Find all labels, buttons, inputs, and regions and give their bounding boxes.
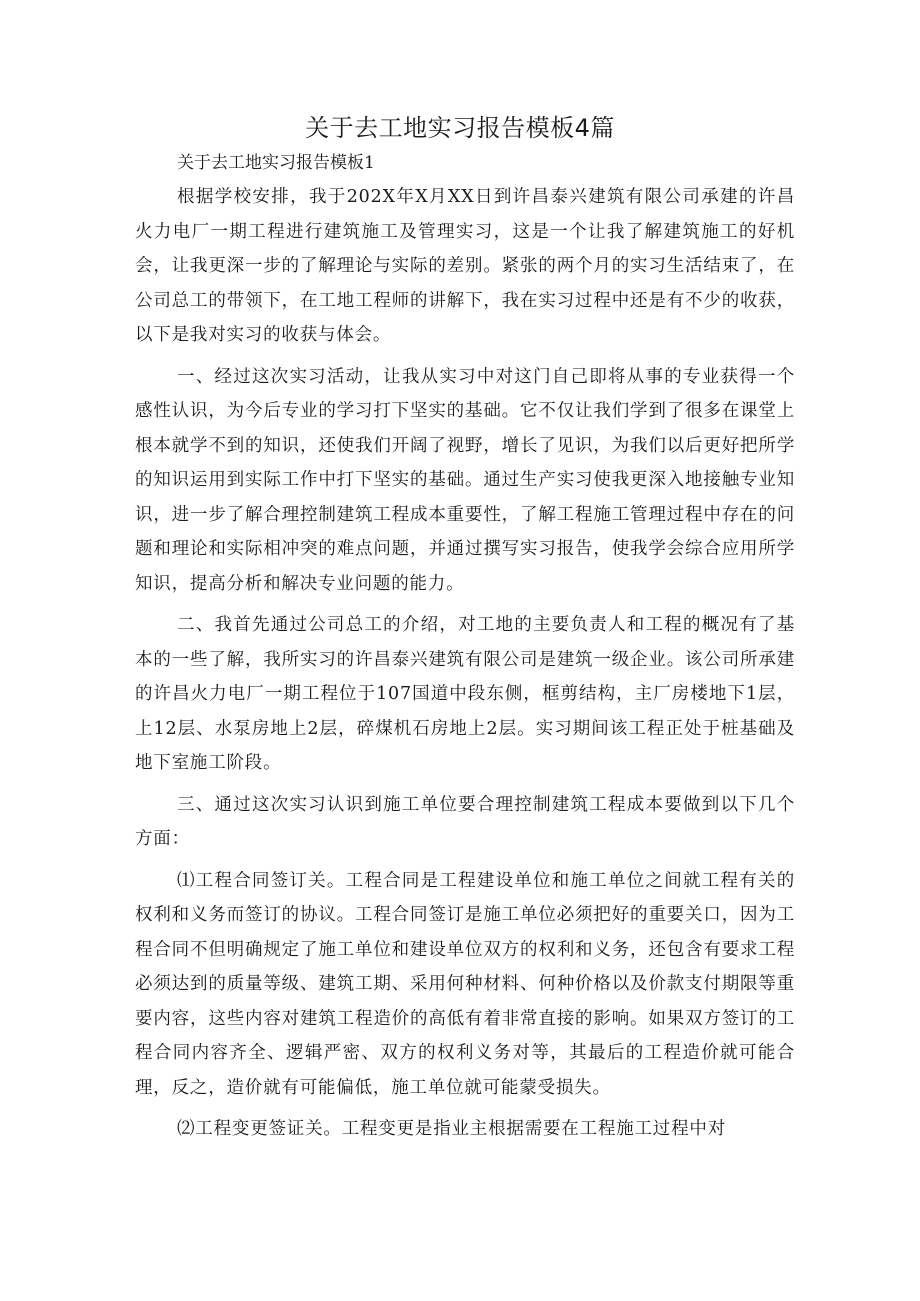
paragraph-point-three: 三、通过这次实习认识到施工单位要合理控制建筑工程成本要做到以下几个方面：: [135, 794, 795, 849]
paragraph-intro: 根据学校安排，我于202X年X月XX日到许昌泰兴建筑有限公司承建的许昌火力电厂一期工程进行建筑施工及管理实习，这是一个让我了解建筑施工的好机会，让我更深一步的了解理论与实际的差别。紧张的两个月的实习生活结束了，在公司总工的带领下，在工地工程师的讲解下，我在实习过程中还是有不少的收获，以下是我对实习的收获与体会。: [135, 187, 795, 345]
paragraph-item-1: ⑴工程合同签订关。工程合同是工程建设单位和施工单位之间就工程有关的权利和义务而签订的协议。工程合同签订是施工单位必须把好的重要关口，因为工程合同不但明确规定了施工单位和建设单位双方的权利和义务，还包含有要求工程必须达到的质量等级、建筑工期、采用何种材料、何种价格以及价款支付期限等重要内容，这些内容对建筑工程造价的高低有着非常直接的影响。如果双方签订的工程合同内容齐全、逻辑严密、双方的权利义务对等，其最后的工程造价就可能合理，反之，造价就有可能偏低，施工单位就可能蒙受损失。: [135, 870, 795, 1098]
document-body: [135, 180, 795, 1154]
paragraph-point-one: 一、经过这次实习活动，让我从实习中对这门自己即将从事的专业获得一个感性认识，为今后专业的学习打下坚实的基础。它不仅让我们学到了很多在课堂上根本就学不到的知识，还使我们开阔了视野，增长了见识，为我们以后更好把所学的知识运用到实际工作中打下坚实的基础。通过生产实习使我更深入地接触专业知识，进一步了解合理控制建筑工程成本重要性，了解工程施工管理过程中存在的问题和理论和实际相冲突的难点问题，并通过撰写实习报告，使我学会综合应用所学知识，提高分析和解决专业问题的能力。: [135, 366, 795, 594]
document-title: 关于去工地实习报告模板4篇: [305, 114, 615, 142]
paragraph-point-two: 二、我首先通过公司总工的介绍，对工地的主要负责人和工程的概况有了基本的一些了解，我所实习的许昌泰兴建筑有限公司是建筑一级企业。该公司所承建的许昌火力电厂一期工程位于107国道中段东侧，框剪结构，主厂房楼地下1层，上12层、水泵房地上2层，碎煤机石房地上2层。实习期间该工程正处于桩基础及地下室施工阶段。: [135, 615, 795, 773]
section-subtitle: 关于去工地实习报告模板1: [177, 153, 375, 173]
paragraph-item-2: ⑵工程变更签证关。工程变更是指业主根据需要在工程施工过程中对: [177, 1119, 726, 1139]
